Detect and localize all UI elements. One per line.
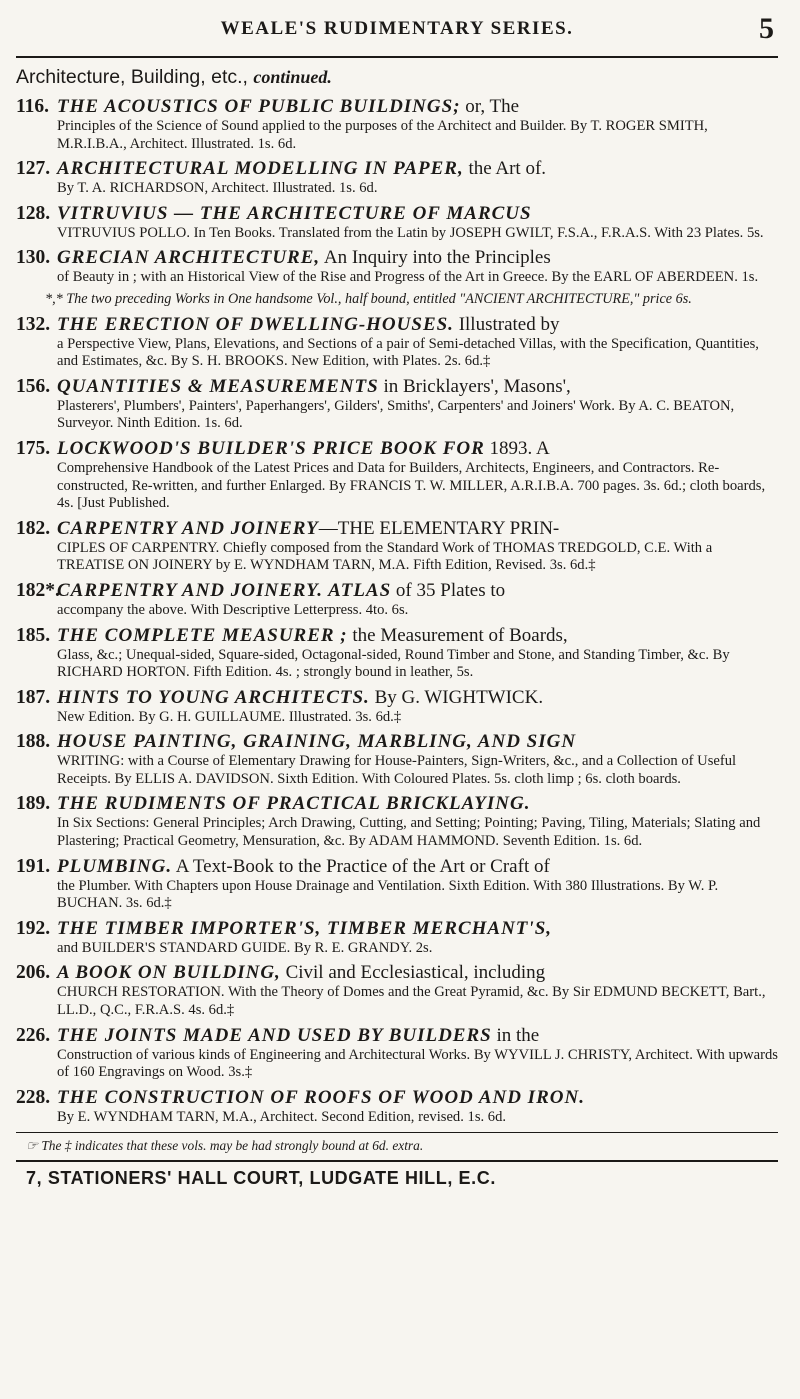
catalog-entry: [16, 730, 778, 788]
entry-first-line: [57, 917, 778, 940]
page-number: 5: [759, 12, 774, 45]
entry-title: THE RUDIMENTS OF PRACTICAL BRICKLAYING.: [57, 793, 531, 815]
entry-body: [57, 95, 778, 153]
entry-first-line: [57, 375, 778, 398]
entry-body: [57, 313, 778, 371]
entry-number: 128.: [16, 202, 51, 224]
entry-title: HINTS TO YOUNG ARCHITECTS.: [57, 686, 370, 708]
entry-number: 182.: [16, 517, 51, 539]
entry-body: [57, 517, 778, 575]
entry-number: 226.: [16, 1024, 51, 1046]
catalog-entry: [16, 202, 778, 243]
entry-first-line: [57, 1024, 778, 1047]
entry-number: 130.: [16, 247, 51, 269]
catalog-entry: [16, 579, 778, 620]
entry-body: [57, 437, 778, 513]
header-rule: [16, 56, 778, 58]
entry-body: [57, 917, 778, 958]
entry-number: 191.: [16, 855, 51, 877]
entry-description: By T. A. RICHARDSON, Architect. Illustrated. 1s. 6d.: [57, 180, 378, 197]
catalog-entry: [16, 437, 778, 513]
catalog-entry: [16, 792, 778, 850]
entry-body: [57, 579, 778, 620]
entry-first-line: [57, 579, 778, 602]
entry-title: PLUMBING.: [57, 855, 173, 877]
entry-body: [57, 730, 778, 788]
entry-first-line: [57, 437, 778, 460]
entry-number: 189.: [16, 793, 51, 815]
catalog-entry: [16, 95, 778, 153]
entry-description: the Plumber. With Chapters upon House Drainage and Ventilation. Sixth Edition. With 380 Illustrations. By W. P. BUCHAN. 3s. 6d.‡: [57, 877, 719, 912]
entry-title-tail: in Bricklayers', Masons',: [378, 375, 571, 397]
entry-title-tail: the Measurement of Boards,: [347, 624, 568, 646]
entry-description: In Six Sections: General Principles; Arch Drawing, Cutting, and Setting; Pointing; Paving, Tiling, Materials; Slating and Plastering; Practical Geometry, Mensuration, &c. By ADAM HAMMOND. Seventh Edition. 1s. 6d.: [57, 815, 761, 850]
entry-number: 156.: [16, 375, 51, 397]
entry-description: New Edition. By G. H. GUILLAUME. Illustrated. 3s. 6d.‡: [57, 708, 402, 725]
combined-volume-note: *,* The two preceding Works in One handsome Vol., half bound, entitled "ANCIENT ARCHITECTURE," price 6s.: [45, 290, 692, 307]
catalog-entry: [16, 1086, 778, 1127]
entry-body: [57, 202, 778, 243]
entry-number: 187.: [16, 686, 51, 708]
entry-first-line: [57, 517, 778, 540]
entry-number: 132.: [16, 313, 51, 335]
entry-description: Glass, &c.; Unequal-sided, Square-sided, Octagonal-sided, Round Timber and Stone, and Standing Timber, &c. By RICHARD HORTON. Fifth Edition. 4s. ; strongly bound in leather, 5s.: [57, 646, 730, 681]
entry-description: Comprehensive Handbook of the Latest Prices and Data for Builders, Architects, Engineers, and Contractors. Re-constructed, Re-written, and further Enlarged. By FRANCIS T. W. MILLER, A.R.I.B.A. 700 pages. 3s. 6d.; cloth boards, 4s. [Just Published.: [57, 459, 766, 512]
footer-rule: [16, 1132, 778, 1133]
entry-title-tail: of 35 Plates to: [391, 579, 506, 601]
catalog-entry: [16, 686, 778, 727]
entry-body: [57, 961, 778, 1019]
entry-number: 127.: [16, 158, 51, 180]
entry-description: of Beauty in ; with an Historical View of the Rise and Progress of the Art in Greece. By the EARL OF ABERDEEN. 1s.: [57, 269, 759, 286]
entry-description: and BUILDER'S STANDARD GUIDE. By R. E. GRANDY. 2s.: [57, 939, 433, 956]
entry-description: CHURCH RESTORATION. With the Theory of Domes and the Great Pyramid, &c. By Sir EDMUND BECKETT, Bart., LL.D., Q.C., F.R.A.S. 4s. 6d.‡: [57, 984, 766, 1019]
entry-title: HOUSE PAINTING, GRAINING, MARBLING, AND SIGN: [57, 731, 577, 753]
section-heading: [16, 66, 778, 89]
catalog-entry: [16, 517, 778, 575]
entry-body: [57, 624, 778, 682]
catalog-entry: [16, 313, 778, 371]
entry-body: [57, 686, 778, 727]
entry-number: 192.: [16, 917, 51, 939]
entry-number: 116.: [16, 96, 50, 117]
entry-body: [57, 855, 778, 913]
entry-number: 175.: [16, 437, 51, 459]
entry-title: THE ACOUSTICS OF PUBLIC BUILDINGS;: [57, 96, 461, 117]
entry-first-line: [57, 730, 778, 753]
entry-first-line: [57, 624, 778, 647]
entry-description: By E. WYNDHAM TARN, M.A., Architect. Second Edition, revised. 1s. 6d.: [57, 1108, 507, 1125]
entry-first-line: [57, 961, 778, 984]
entry-first-line: [57, 157, 778, 180]
entry-number: 185.: [16, 624, 51, 646]
entry-body: [57, 1024, 778, 1082]
catalog-entry: [16, 1024, 778, 1082]
entry-description: VITRUVIUS POLLO. In Ten Books. Translated from the Latin by JOSEPH GWILT, F.S.A., F.R.A.S. With 23 Plates. 5s.: [57, 224, 764, 241]
entry-description: Construction of various kinds of Engineering and Architectural Works. By WYVILL J. CHRISTY, Architect. With upwards of 160 Engravings on Wood. 3s.‡: [57, 1046, 778, 1081]
entry-body: [57, 1086, 778, 1127]
entry-title: THE COMPLETE MEASURER ;: [57, 624, 348, 646]
entry-first-line: [57, 1086, 778, 1109]
entry-body: [57, 157, 778, 198]
entry-first-line: [57, 855, 778, 878]
entry-first-line: [57, 686, 778, 709]
entry-number: 182*.: [16, 579, 60, 601]
series-title: WEALE'S RUDIMENTARY SERIES.: [220, 18, 574, 39]
entry-description: Principles of the Science of Sound applied to the purposes of the Architect and Builder. By T. ROGER SMITH, M.R.I.B.A., Architect. Illustrated. 1s. 6d.: [57, 118, 708, 152]
catalog-entry: [16, 246, 778, 287]
catalog-entry: [16, 961, 778, 1019]
entry-title-tail: Illustrated by: [453, 313, 560, 335]
running-head: [16, 0, 778, 56]
entry-list: [16, 95, 778, 1126]
entry-title: GRECIAN ARCHITECTURE,: [57, 247, 321, 269]
entry-description: CIPLES OF CARPENTRY. Chiefly composed from the Standard Work of THOMAS TREDGOLD, C.E. With a TREATISE ON JOINERY by E. WYNDHAM TARN, M.A. Fifth Edition, Revised. 3s. 6d.‡: [57, 539, 713, 574]
entry-title-tail: Civil and Ecclesiastical, including: [280, 962, 546, 984]
catalog-entry: [16, 375, 778, 433]
imprint-rule: [16, 1160, 778, 1162]
entry-title-tail: in the: [491, 1024, 540, 1046]
section-continued: continued.: [253, 67, 332, 87]
entry-title: THE TIMBER IMPORTER'S, TIMBER MERCHANT'S,: [57, 917, 553, 939]
entry-description: a Perspective View, Plans, Elevations, and Sections of a pair of Semi-detached Villas, with the Specification, Quantities, and Estimates, &c. By S. H. BROOKS. New Edition, with Plates. 2s. 6d.‡: [57, 335, 759, 370]
entry-title: VITRUVIUS — THE ARCHITECTURE OF MARCUS: [57, 202, 532, 224]
entry-title: CARPENTRY AND JOINERY: [57, 517, 319, 539]
entry-title: A BOOK ON BUILDING,: [57, 962, 281, 984]
entry-title-tail: or, The: [460, 96, 520, 117]
entry-first-line: [57, 246, 778, 269]
catalog-entry: [16, 157, 778, 198]
entry-description: WRITING: with a Course of Elementary Drawing for House-Painters, Sign-Writers, &c., and a Collection of Useful Receipts. By ELLIS A. DAVIDSON. Sixth Edition. With Coloured Plates. 5s. cloth limp ; 6s. cloth boards.: [57, 753, 737, 787]
catalog-entry: [16, 917, 778, 958]
entry-title-tail: An Inquiry into the Principles: [320, 247, 551, 269]
entry-title-tail: By G. WIGHTWICK.: [369, 686, 544, 708]
entry-title-tail: 1893. A: [484, 437, 550, 459]
entry-description: accompany the above. With Descriptive Letterpress. 4to. 6s.: [57, 601, 409, 618]
entry-body: [57, 246, 778, 287]
section-heading-text: Architecture, Building, etc.,: [16, 66, 248, 88]
footer-note: ☞ The ‡ indicates that these vols. may be had strongly bound at 6d. extra.: [26, 1138, 424, 1154]
entry-description: Plasterers', Plumbers', Painters', Paperhangers', Gilders', Smiths', Carpenters' and Joiners' Work. By A. C. BEATON, Surveyor. Ninth Edition. 1s. 6d.: [57, 397, 735, 432]
catalog-entry: [16, 855, 778, 913]
entry-first-line: [57, 792, 778, 815]
entry-number: 188.: [16, 731, 51, 753]
entry-number: 228.: [16, 1086, 51, 1108]
entry-title-tail: the Art of.: [463, 158, 547, 180]
entry-title: QUANTITIES & MEASUREMENTS: [57, 375, 379, 397]
entry-title: THE CONSTRUCTION OF ROOFS OF WOOD AND IRON.: [57, 1086, 585, 1108]
entry-body: [57, 375, 778, 433]
entry-title: LOCKWOOD'S BUILDER'S PRICE BOOK FOR: [57, 437, 485, 459]
entry-title: CARPENTRY AND JOINERY. ATLAS: [57, 579, 392, 601]
entry-first-line: [57, 95, 778, 118]
entry-first-line: [57, 313, 778, 336]
entry-title: ARCHITECTURAL MODELLING IN PAPER,: [57, 158, 464, 180]
entry-title-tail: A Text-Book to the Practice of the Art or Craft of: [172, 855, 550, 877]
publisher-imprint: 7, STATIONERS' HALL COURT, LUDGATE HILL, E.C.: [26, 1168, 496, 1189]
entry-title-tail: —THE ELEMENTARY PRIN-: [318, 517, 560, 539]
catalog-entry: [16, 624, 778, 682]
entry-body: [57, 792, 778, 850]
entry-first-line: [57, 202, 778, 225]
entry-title: THE ERECTION OF DWELLING-HOUSES.: [57, 313, 454, 335]
entry-number: 206.: [16, 962, 51, 984]
entry-title: THE JOINTS MADE AND USED BY BUILDERS: [57, 1024, 492, 1046]
